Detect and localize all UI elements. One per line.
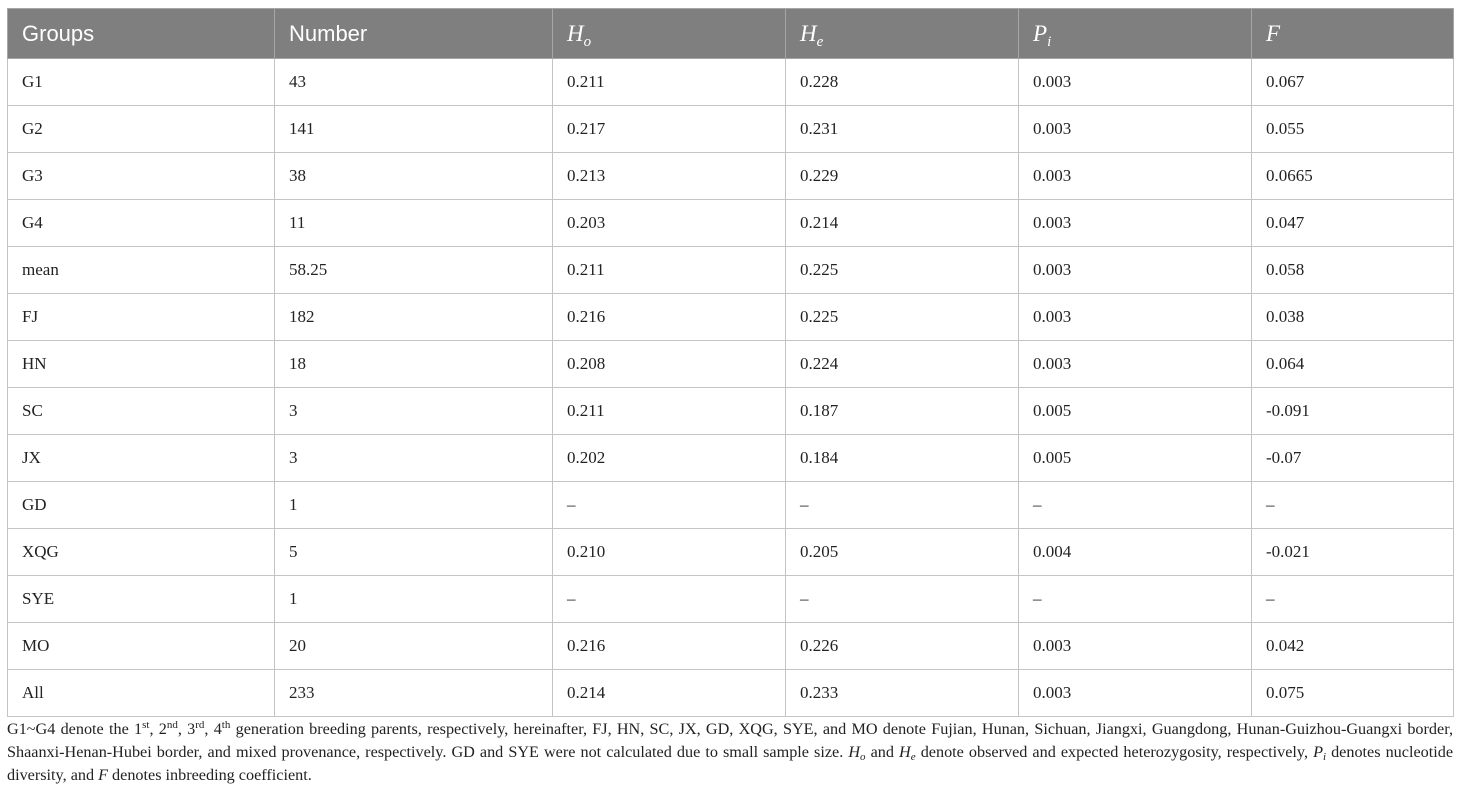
table-footnote: G1~G4 denote the 1st, 2nd, 3rd, 4th generation breeding parents, respectively, hereinafter, FJ, HN, SC, JX, GD, XQG, SYE, and MO denote Fujian, Hunan, Sichuan, Jiangxi, Guangdong, Hunan-Guizhou-Guangxi border, Shaanxi-Henan-Hubei border, and mixed provenance, respectively. GD and SYE were not calculated due to small sample size. $H_o$ and $H_e$ denote observed and expected heterozygosity, respectively, $P_i$ denotes nucleotide diversity, and F denotes inbreeding coefficient. [7, 719, 1454, 784]
cell-f: – [1252, 576, 1454, 623]
table-row [8, 623, 1454, 670]
cell-ho: 0.214 [553, 670, 786, 717]
cell-number: 3 [275, 388, 553, 435]
cell-ho: 0.211 [553, 247, 786, 294]
header-pi: $P_i$ [1019, 9, 1252, 59]
header-he: $H_e$ [786, 9, 1019, 59]
table-row [8, 482, 1454, 529]
cell-pi: 0.003 [1019, 623, 1252, 670]
cell-number: 20 [275, 623, 553, 670]
cell-pi: – [1019, 482, 1252, 529]
cell-ho: 0.217 [553, 106, 786, 153]
cell-pi: 0.003 [1019, 106, 1252, 153]
cell-pi: 0.003 [1019, 247, 1252, 294]
cell-f: -0.07 [1252, 435, 1454, 482]
cell-f: 0.038 [1252, 294, 1454, 341]
cell-number: 1 [275, 482, 553, 529]
table-container [7, 8, 1453, 717]
cell-number: 141 [275, 106, 553, 153]
cell-number: 233 [275, 670, 553, 717]
cell-pi: 0.005 [1019, 435, 1252, 482]
cell-group: G4 [8, 200, 275, 247]
cell-group: XQG [8, 529, 275, 576]
cell-he: 0.231 [786, 106, 1019, 153]
cell-ho: – [553, 576, 786, 623]
table-row [8, 153, 1454, 200]
cell-ho: 0.211 [553, 388, 786, 435]
cell-he: 0.225 [786, 294, 1019, 341]
cell-f: 0.075 [1252, 670, 1454, 717]
cell-f: -0.091 [1252, 388, 1454, 435]
table-row [8, 529, 1454, 576]
table-row [8, 200, 1454, 247]
cell-he: 0.229 [786, 153, 1019, 200]
cell-number: 182 [275, 294, 553, 341]
cell-he: – [786, 576, 1019, 623]
cell-ho: 0.203 [553, 200, 786, 247]
table-row [8, 294, 1454, 341]
cell-f: 0.055 [1252, 106, 1454, 153]
header-f: F [1252, 9, 1454, 59]
cell-group: MO [8, 623, 275, 670]
cell-pi: 0.003 [1019, 294, 1252, 341]
cell-number: 3 [275, 435, 553, 482]
cell-f: – [1252, 482, 1454, 529]
cell-ho: 0.202 [553, 435, 786, 482]
heterozygosity-table [7, 8, 1454, 717]
cell-ho: 0.211 [553, 59, 786, 106]
table-row [8, 576, 1454, 623]
cell-group: SYE [8, 576, 275, 623]
cell-he: 0.228 [786, 59, 1019, 106]
cell-ho: 0.208 [553, 341, 786, 388]
table-row [8, 59, 1454, 106]
cell-number: 5 [275, 529, 553, 576]
cell-he: 0.225 [786, 247, 1019, 294]
table-row [8, 670, 1454, 717]
cell-pi: 0.003 [1019, 670, 1252, 717]
cell-group: mean [8, 247, 275, 294]
cell-ho: 0.210 [553, 529, 786, 576]
cell-he: 0.224 [786, 341, 1019, 388]
cell-pi: 0.003 [1019, 153, 1252, 200]
cell-ho: 0.213 [553, 153, 786, 200]
cell-he: 0.214 [786, 200, 1019, 247]
cell-number: 11 [275, 200, 553, 247]
cell-group: GD [8, 482, 275, 529]
cell-group: G3 [8, 153, 275, 200]
cell-number: 58.25 [275, 247, 553, 294]
cell-he: 0.184 [786, 435, 1019, 482]
cell-pi: 0.003 [1019, 341, 1252, 388]
cell-f: 0.0665 [1252, 153, 1454, 200]
cell-group: G2 [8, 106, 275, 153]
cell-f: 0.064 [1252, 341, 1454, 388]
cell-number: 38 [275, 153, 553, 200]
header-row [8, 9, 1454, 59]
table-row [8, 247, 1454, 294]
table-row [8, 341, 1454, 388]
cell-group: SC [8, 388, 275, 435]
cell-group: FJ [8, 294, 275, 341]
cell-f: 0.058 [1252, 247, 1454, 294]
cell-pi: – [1019, 576, 1252, 623]
cell-f: -0.021 [1252, 529, 1454, 576]
header-groups: Groups [8, 9, 275, 59]
header-ho: $H_o$ [553, 9, 786, 59]
cell-ho: – [553, 482, 786, 529]
cell-ho: 0.216 [553, 623, 786, 670]
cell-group: HN [8, 341, 275, 388]
cell-pi: 0.004 [1019, 529, 1252, 576]
cell-he: 0.226 [786, 623, 1019, 670]
cell-number: 1 [275, 576, 553, 623]
cell-number: 18 [275, 341, 553, 388]
cell-ho: 0.216 [553, 294, 786, 341]
cell-f: 0.047 [1252, 200, 1454, 247]
cell-f: 0.067 [1252, 59, 1454, 106]
cell-f: 0.042 [1252, 623, 1454, 670]
cell-group: G1 [8, 59, 275, 106]
cell-he: 0.205 [786, 529, 1019, 576]
cell-he: 0.187 [786, 388, 1019, 435]
cell-group: All [8, 670, 275, 717]
table-row [8, 106, 1454, 153]
table-row [8, 435, 1454, 482]
table-row [8, 388, 1454, 435]
cell-he: – [786, 482, 1019, 529]
cell-he: 0.233 [786, 670, 1019, 717]
cell-pi: 0.005 [1019, 388, 1252, 435]
cell-group: JX [8, 435, 275, 482]
cell-pi: 0.003 [1019, 200, 1252, 247]
cell-pi: 0.003 [1019, 59, 1252, 106]
cell-number: 43 [275, 59, 553, 106]
header-number: Number [275, 9, 553, 59]
